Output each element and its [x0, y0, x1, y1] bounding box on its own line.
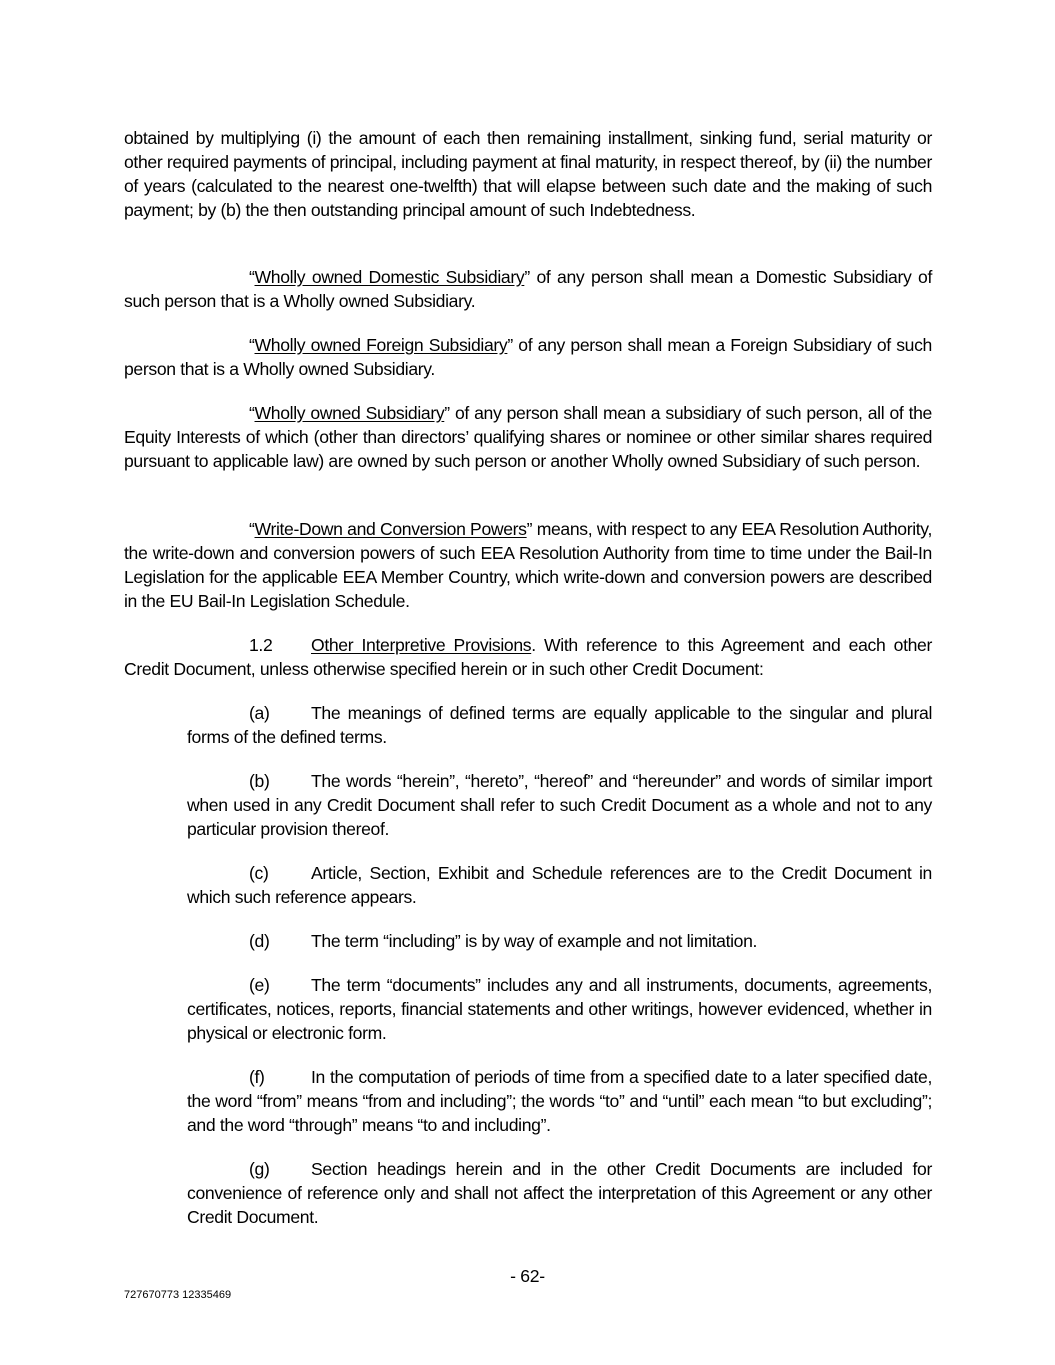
clause-label: (g) — [249, 1159, 270, 1179]
intro-paragraph: obtained by multiplying (i) the amount of each then remaining installment, sinking fund, serial maturity or other required payments of principal, including payment at final maturity, in respect thereof, by (ii) the number of years (calculated to the nearest one-twelfth) that will elapse between such date and the making of such payment; by (b) the then outstanding principal amount of such Indebtedness. — [124, 128, 932, 220]
clause-b — [187, 769, 932, 841]
definition-write-down-and-conversion-powers — [124, 517, 932, 613]
defined-term: Wholly owned Domestic Subsidiary — [254, 267, 525, 287]
clause-a — [187, 701, 932, 749]
clause-text: Article, Section, Exhibit and Schedule references are to the Credit Document in which such reference appears. — [187, 863, 932, 907]
definition-wholly-owned-domestic-subsidiary — [124, 265, 932, 313]
clause-text: The words “herein”, “hereto”, “hereof” and “hereunder” and words of similar import when used in any Credit Document shall refer to such Credit Document as a whole and not to any particular provision thereof. — [187, 771, 932, 839]
open-quote: “ — [249, 519, 255, 539]
open-quote: “ — [249, 403, 255, 423]
clause-text: The meanings of defined terms are equally applicable to the singular and plural forms of the defined terms. — [187, 703, 932, 747]
definition-text: ” of any person shall mean a Foreign Subsidiary of such person that is a Wholly owned Subsidiary. — [124, 335, 932, 379]
document-id: 727670773 12335469 — [124, 1289, 232, 1301]
clause-label: (c) — [249, 863, 269, 883]
clause-c — [187, 861, 932, 909]
definition-text: ” of any person shall mean a Domestic Subsidiary of such person that is a Wholly owned Subsidiary. — [124, 267, 932, 311]
section-1-2-paragraph — [124, 633, 932, 681]
definition-wholly-owned-subsidiary — [124, 401, 932, 473]
definition-text: ” of any person shall mean a subsidiary of such person, all of the Equity Interests of which (other than directors’ qualifying shares or nominee or other similar shares required pursuant to applicable law) are owned by such person or another Wholly owned Subsidiary of such person. — [124, 403, 932, 471]
section-number: 1.2 — [249, 635, 273, 655]
defined-term: Write-Down and Conversion Powers — [254, 519, 527, 539]
clause-label: (a) — [249, 703, 270, 723]
open-quote: “ — [249, 267, 255, 287]
clause-e — [187, 973, 932, 1045]
defined-term: Wholly owned Subsidiary — [254, 403, 445, 423]
clause-label: (e) — [249, 975, 270, 995]
section-text: . With reference to this Agreement and each other Credit Document, unless otherwise specified herein or in such other Credit Document: — [124, 635, 933, 679]
clause-label: (f) — [249, 1067, 265, 1087]
clause-text: The term “documents” includes any and all instruments, documents, agreements, certificates, notices, reports, financial statements and other writings, however evidenced, whether in physical or electronic form. — [187, 975, 932, 1043]
clause-label: (b) — [249, 771, 270, 791]
clause-text: The term “including” is by way of example and not limitation. — [311, 931, 758, 951]
definition-text: ” means, with respect to any EEA Resolution Authority, the write-down and conversion powers of such EEA Resolution Authority from time to time under the Bail-In Legislation for the applicable EEA Member Country, which write-down and conversion powers are described in the EU Bail-In Legislation Schedule. — [124, 519, 932, 611]
page-number: - 62- — [510, 1266, 545, 1286]
section-title: Other Interpretive Provisions — [311, 635, 532, 655]
clause-text: Section headings herein and in the other Credit Documents are included for convenience of reference only and shall not affect the interpretation of this Agreement or any other Credit Document. — [187, 1159, 932, 1227]
clause-text: In the computation of periods of time from a specified date to a later specified date, the word “from” means “from and including”; the words “to” and “until” each mean “to but excluding”; and the word “through” means “to and including”. — [187, 1067, 932, 1135]
open-quote: “ — [249, 335, 255, 355]
clause-g — [187, 1157, 932, 1229]
clause-label: (d) — [249, 931, 270, 951]
definition-wholly-owned-foreign-subsidiary — [124, 333, 932, 381]
clause-d — [187, 929, 932, 953]
defined-term: Wholly owned Foreign Subsidiary — [254, 335, 508, 355]
clause-f — [187, 1065, 932, 1137]
